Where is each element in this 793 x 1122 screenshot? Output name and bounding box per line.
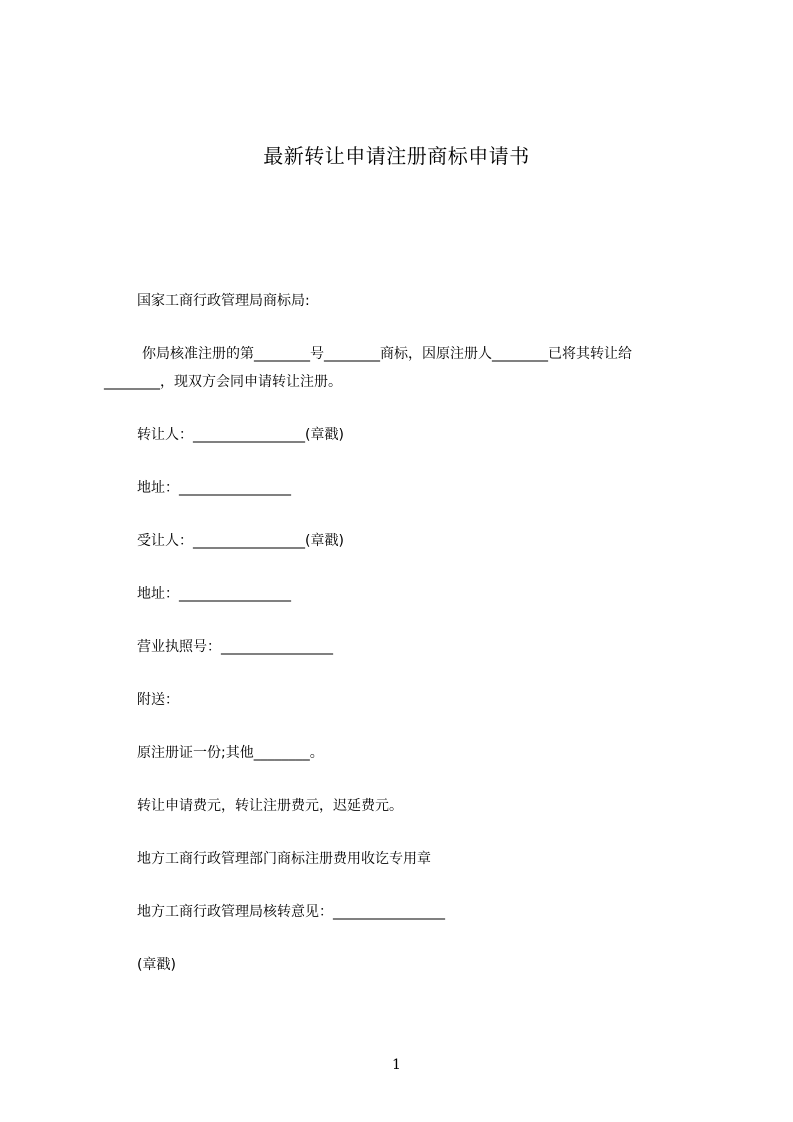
transferee-address-line: 地址：________________ <box>137 586 291 602</box>
seal-line: (章戳) <box>137 957 176 973</box>
local-opinion-line: 地方工商行政管理局核转意见：________________ <box>137 904 445 920</box>
page-title: 最新转让申请注册商标申请书 <box>263 144 530 168</box>
business-license-line: 营业执照号：________________ <box>137 639 333 655</box>
fees-line: 转让申请费元，转让注册费元，迟延费元。 <box>137 798 403 814</box>
page-number: 1 <box>392 1057 401 1073</box>
body-paragraph-line-1: 你局核准注册的第________号________商标，因原注册人________已将其转让给 <box>142 346 632 362</box>
attachments-item: 原注册证一份;其他________。 <box>137 745 324 761</box>
addressee: 国家工商行政管理局商标局: <box>137 293 310 309</box>
transferor-address-line: 地址：________________ <box>137 480 291 496</box>
transferor-line: 转让人：________________(章戳) <box>137 427 344 443</box>
body-paragraph-line-2: ________，现双方会同申请转让注册。 <box>104 374 342 390</box>
fee-stamp-line: 地方工商行政管理部门商标注册费用收讫专用章 <box>137 851 431 867</box>
attachments-label: 附送： <box>137 692 179 708</box>
transferee-line: 受让人：________________(章戳) <box>137 533 344 549</box>
